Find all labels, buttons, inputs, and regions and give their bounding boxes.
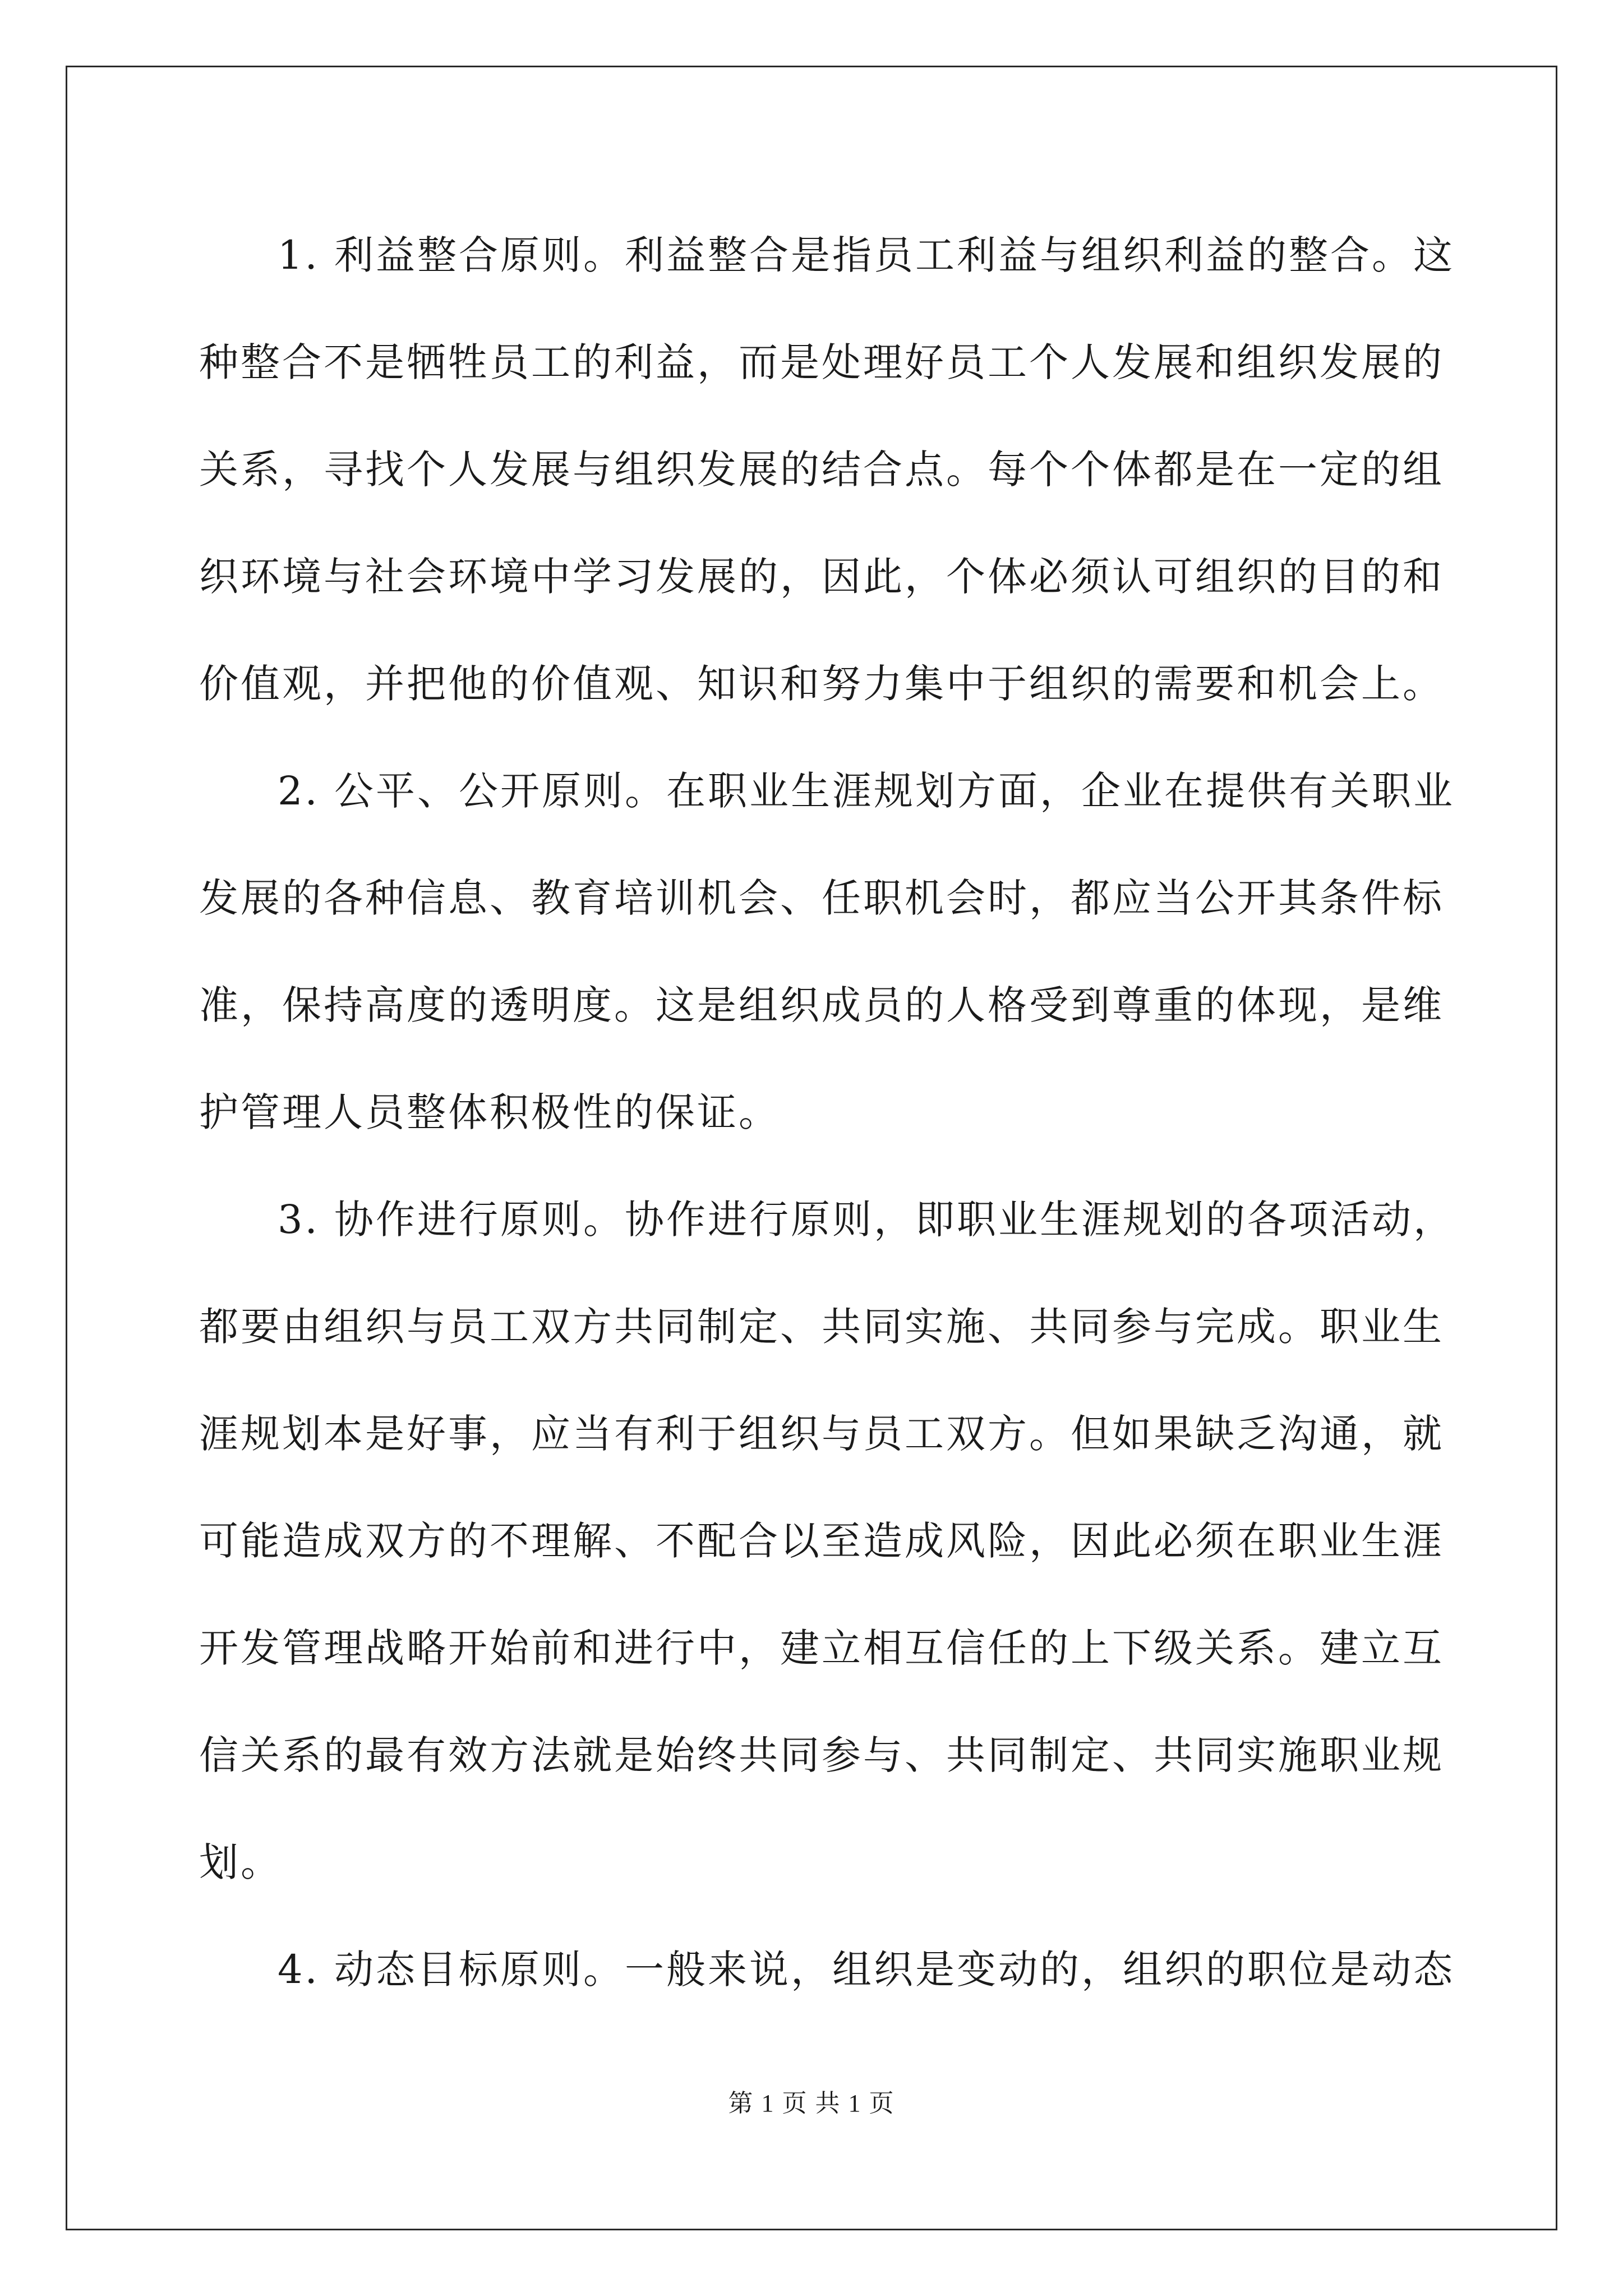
paragraph-line: 开发管理战略开始前和进行中，建立相互信任的上下级关系。建立互: [199, 1625, 1444, 1671]
paragraph-line: 关系，寻找个人发展与组织发展的结合点。每个个体都是在一定的组: [199, 447, 1444, 493]
document-body: [199, 202, 1455, 2023]
paragraph-first-line: 1. 利益整合原则。利益整合是指员工利益与组织利益的整合。这: [278, 232, 1455, 278]
paragraph-line: 价值观，并把他的价值观、知识和努力集中于组织的需要和机会上。: [199, 661, 1444, 707]
paragraph-line: 划。: [199, 1839, 282, 1885]
paragraph-line: 准，保持高度的透明度。这是组织成员的人格受到尊重的体现，是维: [199, 982, 1444, 1028]
page-footer: 第 1 页 共 1 页: [728, 2090, 895, 2117]
paragraph-line: 发展的各种信息、教育培训机会、任职机会时，都应当公开其条件标: [199, 875, 1444, 921]
paragraph-line: 护管理人员整体积极性的保证。: [199, 1089, 780, 1135]
paragraph-line: 涯规划本是好事，应当有利于组织与员工双方。但如果缺乏沟通，就: [199, 1411, 1444, 1457]
paragraph-first-line: 3. 协作进行原则。协作进行原则，即职业生涯规划的各项活动，: [278, 1197, 1455, 1243]
paragraph-line: 种整合不是牺牲员工的利益，而是处理好员工个人发展和组织发展的: [199, 339, 1444, 385]
paragraph-line: 可能造成双方的不理解、不配合以至造成风险，因此必须在职业生涯: [199, 1518, 1444, 1564]
paragraph-first-line: 2. 公平、公开原则。在职业生涯规划方面，企业在提供有关职业: [278, 768, 1455, 814]
paragraph-line: 都要由组织与员工双方共同制定、共同实施、共同参与完成。职业生: [199, 1304, 1444, 1350]
paragraph-line: 信关系的最有效方法就是始终共同参与、共同制定、共同实施职业规: [199, 1732, 1444, 1778]
paragraph-first-line: 4. 动态目标原则。一般来说，组织是变动的，组织的职位是动态: [278, 1947, 1455, 1993]
paragraph-line: 织环境与社会环境中学习发展的，因此，个体必须认可组织的目的和: [199, 554, 1444, 600]
